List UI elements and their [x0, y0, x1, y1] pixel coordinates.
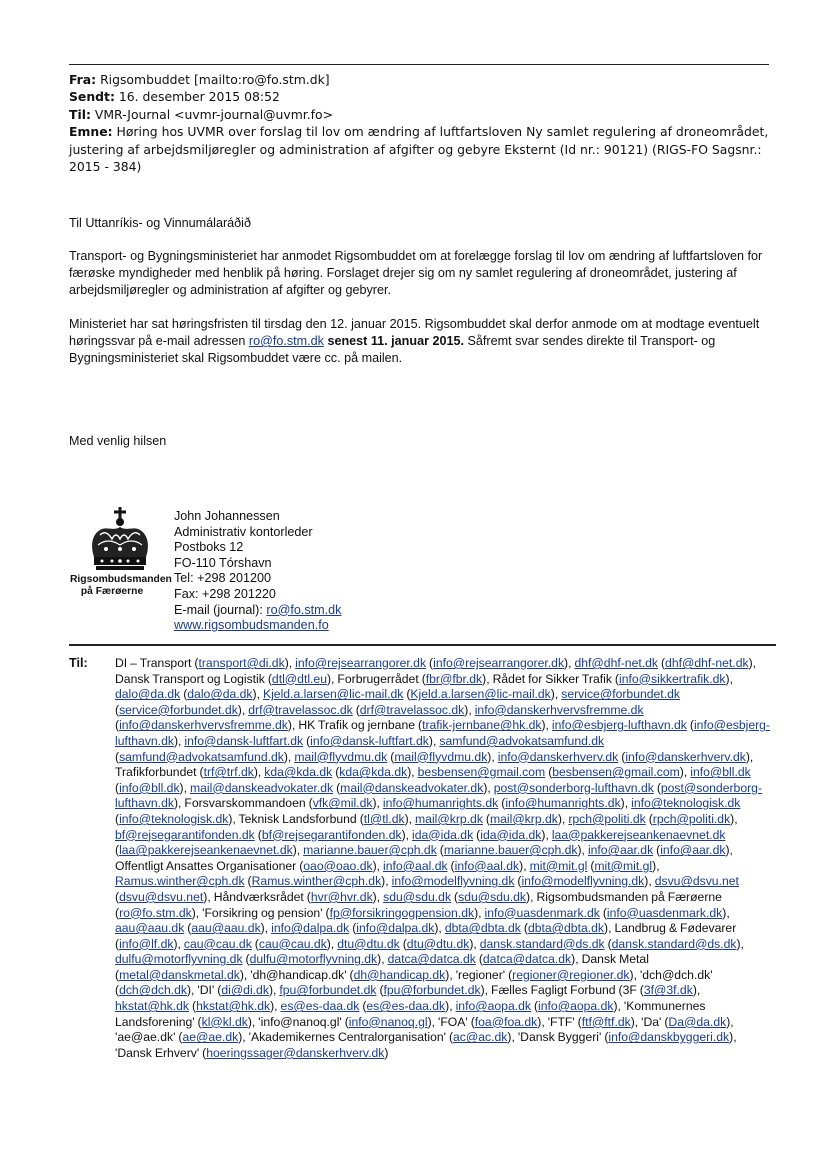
recipient-email-link[interactable]: fpu@forbundet.dk — [383, 983, 481, 998]
recipient-email-link[interactable]: ac@ac.dk — [453, 1030, 508, 1045]
website-link[interactable]: www.rigsombudsmanden.fo — [174, 618, 329, 633]
signature-block — [174, 509, 341, 634]
recipient-text: ( — [115, 811, 120, 826]
recipient-email-link[interactable]: dh@handicap.dk — [353, 967, 446, 982]
recipient-email-link[interactable]: info@aar.dk — [660, 843, 726, 858]
closing: Med venlig hilsen — [69, 434, 167, 448]
recipient-email-link[interactable]: dbta@dbta.dk — [444, 921, 521, 936]
recipient-email-link[interactable]: drf@travelassoc.dk — [359, 702, 465, 717]
recipient-email-link[interactable]: mail@danskeadvokater.dk — [189, 780, 334, 795]
recipient-email-link[interactable]: Ramus.winther@cph.dk — [115, 874, 245, 889]
recipient-text: ( — [242, 952, 250, 967]
recipient-email-link[interactable]: info@danskbyggeri.dk — [608, 1030, 730, 1045]
recipient-email-link[interactable]: mail@krp.dk — [415, 811, 483, 826]
recipient-email-link[interactable]: dsvu@dsvu.net — [119, 889, 204, 904]
recipient-email-link[interactable]: dtu@dtu.dk — [337, 936, 400, 951]
recipient-email-link[interactable]: dulfu@motorflyvning.dk — [249, 952, 378, 967]
recipient-email-link[interactable]: service@forbundet.dk — [119, 702, 238, 717]
recipient-email-link[interactable]: info@dansk-luftfart.dk — [184, 733, 304, 748]
recipient-text: ( — [653, 780, 661, 795]
recipient-email-link[interactable]: hoeringssager@danskerhverv.dk — [206, 1045, 385, 1060]
recipient-email-link[interactable]: samfund@advokatsamfund.dk — [439, 733, 605, 748]
recipient-text: ( — [686, 718, 694, 733]
recipient-text: ), — [237, 702, 249, 717]
recipient-text: ), — [372, 858, 384, 873]
recipient-text: ), — [292, 843, 304, 858]
recipient-email-link[interactable]: info@dalpa.dk — [271, 921, 350, 936]
recipient-email-link[interactable]: hvr@hvr.dk — [310, 889, 373, 904]
recipient-email-link[interactable]: info@esbjerg-lufthavn.dk — [551, 718, 687, 733]
recipient-email-link[interactable]: cau@cau.dk — [183, 936, 252, 951]
recipient-email-link[interactable]: dalo@da.dk — [115, 687, 181, 702]
recipient-text: ), — [173, 936, 184, 951]
recipient-text: ), Trafikforbundet ( — [115, 749, 754, 780]
recipient-email-link[interactable]: info@aal.dk — [454, 858, 520, 873]
recipient-text: ), 'DI' ( — [187, 983, 222, 998]
recipient-text: ), 'FOA' ( — [427, 1014, 475, 1029]
to-row: Til: VMR-Journal <uvmr-journal@uvmr.fo> — [69, 106, 334, 122]
recipient-text: ), — [284, 656, 296, 670]
recipient-email-link[interactable]: dbta@dbta.dk — [527, 921, 605, 936]
recipient-text: ), Rigsombudsmanden på Færøerne ( — [115, 889, 722, 920]
recipient-text: ), — [541, 827, 552, 842]
recipient-email-link[interactable]: rpch@politi.dk — [652, 811, 731, 826]
recipient-email-link[interactable]: es@es-daa.dk — [366, 999, 446, 1014]
recipient-text: ), — [519, 858, 530, 873]
phone: Tel: +298 201200 — [174, 571, 271, 586]
recipient-email-link[interactable]: drf@travelassoc.dk — [248, 702, 353, 717]
recipient-email-link[interactable]: Da@da.dk — [668, 1014, 727, 1029]
recipient-text: ), — [487, 749, 498, 764]
recipient-email-link[interactable]: dtl@dtl.eu — [271, 671, 327, 686]
recipient-text: ), — [620, 796, 632, 811]
recipient-text: ( — [447, 858, 455, 873]
recipient-email-link[interactable]: info@humanrights.dk — [382, 796, 499, 811]
recipient-email-link[interactable]: aau@aau.dk — [115, 921, 185, 936]
recipient-email-link[interactable]: info@modelflyvning.dk — [521, 874, 645, 889]
recipient-text: DI – Transport ( — [115, 656, 199, 670]
recipient-text: ), Håndværksrådet ( — [203, 889, 311, 904]
address-line-2: FO-110 Tórshavn — [174, 555, 272, 570]
recipient-text: ) — [384, 1045, 389, 1060]
recipient-email-link[interactable]: bf@rejsegarantifonden.dk — [115, 827, 255, 842]
recipient-email-link[interactable]: dtu@dtu.dk — [406, 936, 470, 951]
recipient-email-link[interactable]: foa@foa.dk — [474, 1014, 538, 1029]
recipient-email-link[interactable]: bf@rejsegarantifonden.dk — [261, 827, 402, 842]
recipient-email-link[interactable]: laa@pakkerejseankenaevnet.dk — [119, 843, 293, 858]
recipient-text: ( — [658, 656, 666, 670]
crown-icon — [86, 505, 154, 577]
recipient-text: ( — [618, 749, 626, 764]
recipient-text: ( — [244, 874, 252, 889]
recipient-email-link[interactable]: info@lf.dk — [119, 936, 174, 951]
recipient-text: ), Forsvarskommandoen ( — [173, 796, 313, 811]
recipient-text: ( — [475, 952, 483, 967]
recipient-text: ), — [679, 765, 691, 780]
recipient-email-link[interactable]: laa@pakkerejseankenaevnet.dk — [551, 827, 726, 842]
recipient-email-link[interactable]: info@bll.dk — [119, 780, 180, 795]
recipient-email-link[interactable]: info@rejsearrangorer.dk — [433, 656, 565, 670]
recipient-email-link[interactable]: fp@forsikringogpension.dk — [329, 905, 475, 920]
recipient-text: ( — [180, 687, 188, 702]
recipient-email-link[interactable]: ae@ae.dk — [182, 1030, 239, 1045]
recipient-text: ( — [514, 874, 522, 889]
recipient-email-link[interactable]: info@aopa.dk — [538, 999, 614, 1014]
recipient-text: ), 'Dansk Erhverv' ( — [115, 1030, 737, 1060]
recipient-email-link[interactable]: dsvu@dsvu.net — [654, 874, 739, 889]
top-divider — [69, 64, 769, 65]
recipient-email-link[interactable]: info@dansk-luftfart.dk — [310, 733, 429, 748]
recipient-text: ( — [599, 905, 607, 920]
recipient-text: ), 'Akademikernes Centralorganisation' ( — [238, 1030, 454, 1045]
recipient-email-link[interactable]: mail@flyvdmu.dk — [394, 749, 488, 764]
recipient-text: ( — [115, 889, 120, 904]
recipient-email-link[interactable]: info@modelflyvning.dk — [391, 874, 515, 889]
recipient-text: ), — [252, 687, 263, 702]
recipients-divider — [69, 644, 776, 646]
recipient-text: ( — [349, 921, 357, 936]
recipient-text: ), — [652, 858, 660, 873]
recipient-text: ), — [469, 936, 480, 951]
recipient-text: ), — [179, 780, 190, 795]
recipient-text: ), 'info@nanoq.gl' ( — [247, 1014, 349, 1029]
recipient-text: ), — [381, 874, 392, 889]
recipient-email-link[interactable]: ftf@ftf.dk — [581, 1014, 631, 1029]
recipient-text: ), — [725, 671, 733, 686]
recipient-email-link[interactable]: info@danskerhverv.dk — [625, 749, 746, 764]
recipient-text: ), 'regioner' ( — [445, 967, 513, 982]
recipient-text: ( — [545, 765, 553, 780]
recipient-email-link[interactable]: marianne.bauer@cph.dk — [303, 843, 437, 858]
recipient-email-link[interactable]: dhf@dhf-net.dk — [665, 656, 749, 670]
recipient-email-link[interactable]: post@sonderborg-lufthavn.dk — [493, 780, 654, 795]
signer-title: Administrativ kontorleder — [174, 524, 313, 539]
recipient-text: ( — [587, 858, 595, 873]
recipient-email-link[interactable]: oao@oao.dk — [303, 858, 373, 873]
email-header — [69, 71, 769, 175]
recipient-email-link[interactable]: info@esbjerg-lufthavn.dk — [115, 718, 771, 748]
recipient-email-link[interactable]: info@rejsearrangorer.dk — [295, 656, 427, 670]
recipient-text: ( — [115, 843, 120, 858]
recipient-email-link[interactable]: mit@mit.gl — [594, 858, 653, 873]
journal-email: E-mail (journal): ro@fo.stm.dk — [174, 602, 342, 617]
recipient-email-link[interactable]: samfund@advokatsamfund.dk — [119, 749, 284, 764]
recipient-email-link[interactable]: dansk.standard@ds.dk — [611, 936, 737, 951]
recipient-email-link[interactable]: ida@ida.dk — [480, 827, 542, 842]
recipient-text: ), 'dch@dch.dk' ( — [115, 967, 713, 998]
recipient-email-link[interactable]: transport@di.dk — [198, 656, 285, 670]
recipient-email-link[interactable]: dulfu@motorflyvning.dk — [115, 952, 243, 967]
recipient-text: ), Dansk Transport og Logistik ( — [115, 656, 757, 686]
address-line-1: Postboks 12 — [174, 540, 244, 555]
recipient-text: ( — [115, 702, 120, 717]
recipient-email-link[interactable]: dansk.standard@ds.dk — [479, 936, 605, 951]
recipient-email-link[interactable]: dhf@dhf-net.dk — [574, 656, 658, 670]
recipient-text: ), — [270, 999, 281, 1014]
recipient-email-link[interactable]: info@danskerhverv.dk — [497, 749, 619, 764]
recipient-email-link[interactable]: 3f@3f.dk — [643, 983, 693, 998]
recipient-text: ( — [498, 796, 506, 811]
recipient-text: ), — [173, 733, 185, 748]
recipient-text: ), Fælles Fagligt Forbund (3F ( — [480, 983, 644, 998]
fax: Fax: +298 201220 — [174, 586, 276, 601]
recipient-text: ( — [303, 733, 311, 748]
recipient-text: ), — [483, 780, 494, 795]
recipient-text: ), — [260, 921, 272, 936]
recipient-email-link[interactable]: sdu@sdu.dk — [383, 889, 452, 904]
recipient-email-link[interactable]: ida@ida.dk — [412, 827, 474, 842]
signer-name: John Johannessen — [174, 509, 280, 523]
recipient-email-link[interactable]: tl@tl.dk — [363, 811, 405, 826]
deadline-text: senest 11. januar 2015. — [323, 334, 464, 348]
sent-row: Sendt: 16. desember 2015 08:52 — [69, 89, 280, 105]
recipient-text: ( — [436, 843, 444, 858]
recipient-email-link[interactable]: rpch@politi.dk — [568, 811, 646, 826]
recipient-email-link[interactable]: fbr@fbr.dk — [425, 671, 483, 686]
recipient-email-link[interactable]: cau@cau.dk — [258, 936, 327, 951]
recipient-text: ), — [557, 811, 569, 826]
recipient-email-link[interactable]: info@dalpa.dk — [356, 921, 435, 936]
recipient-email-link[interactable]: info@uasdenmark.dk — [484, 905, 600, 920]
recipient-text: ( — [254, 827, 262, 842]
journal-email-link[interactable]: ro@fo.stm.dk — [266, 602, 342, 617]
recipient-text: ( — [115, 749, 120, 764]
recipient-text: ), — [407, 765, 418, 780]
recipient-text: ( — [189, 999, 197, 1014]
recipient-email-link[interactable]: service@forbundet.dk — [561, 687, 680, 702]
recipient-text: ), — [736, 936, 744, 951]
recipient-email-link[interactable]: metal@danskmetal.dk — [119, 967, 240, 982]
recipient-text: ( — [352, 702, 360, 717]
greeting: Til Uttanríkis- og Vinnumálaráðið — [69, 216, 251, 230]
recipient-email-link[interactable]: mail@danskeadvokater.dk — [340, 780, 484, 795]
recipient-email-link[interactable]: post@sonderborg-lufthavn.dk — [115, 780, 762, 811]
recipient-email-link[interactable]: info@nanoq.gl — [348, 1014, 428, 1029]
recipient-email-link[interactable]: mail@krp.dk — [489, 811, 558, 826]
subject-value: Høring hos UVMR over forslag til lov om ændring af luftfartsloven Ny samlet regulering af droneområdet, justering af arbejdsmiljøregler og administration af afgifter og gebyre Eksternt (Id nr.: 90121) (RIGS-FO Sagsnr.: 2015 - 384) — [69, 124, 769, 175]
recipient-text: ), — [550, 687, 562, 702]
recipient-email-link[interactable]: info@danskerhvervsfremme.dk — [474, 702, 644, 717]
recipient-email-link[interactable]: hkstat@hk.dk — [196, 999, 271, 1014]
recipient-email-link[interactable]: di@di.dk — [221, 983, 269, 998]
recipient-email-link[interactable]: marianne.bauer@cph.dk — [443, 843, 578, 858]
recipient-text: ( — [359, 999, 367, 1014]
recipient-text: ), 'Da' ( — [630, 1014, 669, 1029]
recipient-email-link[interactable]: datca@datca.dk — [482, 952, 572, 967]
recipient-email-link[interactable]: info@humanrights.dk — [505, 796, 621, 811]
recipient-email-link[interactable]: vfk@mil.dk — [312, 796, 373, 811]
recipient-email-link[interactable]: kda@kda.dk — [339, 765, 408, 780]
recipient-text: ), — [692, 983, 701, 998]
recipient-text: ( — [473, 827, 481, 842]
recipient-text: ), 'Dansk Byggeri' ( — [507, 1030, 609, 1045]
recipient-text: ( — [531, 999, 539, 1014]
recipient-email-link[interactable]: besbensen@gmail.com — [417, 765, 546, 780]
recipient-text: ), — [474, 905, 485, 920]
recipient-text: ( — [333, 780, 341, 795]
recipient-text: ), Forbrugerrådet ( — [326, 671, 426, 686]
recipient-email-link[interactable]: datca@datca.dk — [387, 952, 476, 967]
recipient-text: ( — [645, 811, 653, 826]
from-value: Rigsombuddet [mailto:ro@fo.stm.dk] — [100, 72, 330, 87]
recipient-email-link[interactable]: Kjeld.a.larsen@lic-mail.dk — [410, 687, 551, 702]
recipient-email-link[interactable]: aau@aau.dk — [191, 921, 261, 936]
recipient-email-link[interactable]: kda@kda.dk — [264, 765, 333, 780]
recipient-email-link[interactable]: sdu@sdu.dk — [458, 889, 527, 904]
recipient-email-link[interactable]: Ramus.winther@cph.dk — [251, 874, 382, 889]
recipient-text: ( — [115, 718, 120, 733]
recipient-text: ), — [253, 765, 265, 780]
recipient-email-link[interactable]: info@bll.dk — [690, 765, 751, 780]
recipient-text: ), HK Trafik og jernbane ( — [287, 718, 423, 733]
recipient-text: ( — [387, 749, 395, 764]
recipient-email-link[interactable]: mit@mit.gl — [529, 858, 588, 873]
recipient-email-link[interactable]: info@sikkertrafik.dk — [619, 671, 726, 686]
recipient-email-link[interactable]: mail@flyvdmu.dk — [294, 749, 388, 764]
recipient-email-link[interactable]: dalo@da.dk — [187, 687, 253, 702]
recipient-email-link[interactable]: regioner@regioner.dk — [512, 967, 630, 982]
recipient-email-link[interactable]: hkstat@hk.dk — [115, 999, 190, 1014]
recipient-text: ( — [451, 889, 459, 904]
recipient-text: ), — [464, 702, 475, 717]
email-link[interactable]: ro@fo.stm.dk — [248, 334, 324, 348]
recipient-email-link[interactable]: info@aar.dk — [587, 843, 654, 858]
recipient-text: ), — [268, 983, 280, 998]
recipient-text: ), — [730, 811, 738, 826]
recipient-text: ( — [653, 843, 661, 858]
recipient-text: ), Landbrug & Fødevarer ( — [115, 921, 737, 951]
recipient-text: ( — [403, 687, 411, 702]
recipient-text: ), — [401, 827, 413, 842]
recipient-text: ), Rådet for Sikker Trafik ( — [482, 671, 619, 686]
recipient-text: ( — [115, 780, 120, 795]
recipient-text: ), — [404, 811, 416, 826]
subject-row: Emne: Høring hos UVMR over forslag til lov om ændring af luftfartsloven Ny samlet regulering af droneområdet, justering af arbejdsmiljøregler og administration af afgifter og gebyre Eksternt (Id nr.: 90121) (RIGS-FO Sagsnr.: 2015 - 384) — [69, 124, 769, 175]
recipient-text: ), — [577, 843, 588, 858]
recipient-text: ), 'ae@ae.dk' ( — [115, 1014, 734, 1045]
recipient-email-link[interactable]: info@aal.dk — [383, 858, 448, 873]
recipient-text: ), 'Forsikring og pension' ( — [191, 905, 330, 920]
recipient-text: ), — [428, 733, 440, 748]
recipient-text: ), — [434, 921, 445, 936]
recipient-email-link[interactable]: Kjeld.a.larsen@lic-mail.dk — [262, 687, 404, 702]
recipient-email-link[interactable]: info@teknologisk.dk — [119, 811, 229, 826]
paragraph-1: Transport- og Bygningsministeriet har anmodet Rigsombuddet om at forelægge forslag til lov om ændring af luftfartsloven for færøske myndigheder med henblik på høring. Forslaget drejer sig om ny samlet regulering af droneområdet, justering af arbejdsmiljøregler og administration af afgifter og gebyrer. — [69, 249, 763, 297]
recipient-text: ), — [541, 718, 552, 733]
recipient-text: ), Teknisk Landsforbund ( — [228, 811, 364, 826]
logo-caption: Rigsombudsmanden på Færøerne — [70, 574, 172, 597]
recipient-text: ), — [283, 749, 295, 764]
to-value: VMR-Journal <uvmr-journal@uvmr.fo> — [94, 106, 334, 122]
from-row: Fra: Rigsombuddet [mailto:ro@fo.stm.dk] — [69, 72, 330, 87]
recipient-text: ( — [604, 936, 612, 951]
recipient-email-link[interactable]: info@uasdenmark.dk — [606, 905, 723, 920]
recipient-email-link[interactable]: trafik-jernbane@hk.dk — [422, 718, 542, 733]
recipient-text: ), Dansk Metal ( — [115, 952, 649, 982]
recipient-text: ( — [184, 921, 192, 936]
recipient-email-link[interactable]: info@danskerhvervsfremme.dk — [119, 718, 288, 733]
recipient-text: ), — [326, 936, 338, 951]
recipient-email-link[interactable]: kl@kl.dk — [201, 1014, 248, 1029]
recipient-text: ), 'FTF' ( — [537, 1014, 582, 1029]
recipient-text: ( — [376, 983, 384, 998]
recipient-email-link[interactable]: dch@dch.dk — [119, 983, 187, 998]
recipients-list — [115, 656, 775, 1061]
recipient-text: ), 'dh@handicap.dk' ( — [239, 967, 354, 982]
recipient-text: ( — [482, 811, 490, 826]
recipient-text: ( — [399, 936, 407, 951]
recipient-text: ( — [426, 656, 434, 670]
sent-value: 16. desember 2015 08:52 — [118, 89, 280, 105]
recipient-text: ), — [372, 889, 384, 904]
recipient-text: ), — [722, 905, 730, 920]
recipient-email-link[interactable]: info@aopa.dk — [455, 999, 531, 1014]
recipient-email-link[interactable]: es@es-daa.dk — [280, 999, 360, 1014]
recipient-text: ), — [564, 656, 575, 670]
recipient-text: ), — [377, 952, 388, 967]
recipient-text: ), Offentligt Ansattes Organisationer ( — [115, 843, 733, 873]
recipient-email-link[interactable]: ro@fo.stm.dk — [119, 905, 192, 920]
recipient-email-link[interactable]: fpu@forbundet.dk — [279, 983, 377, 998]
recipient-text: ), 'Kommunernes Landsforening' ( — [115, 999, 706, 1029]
recipient-text: ), — [372, 796, 383, 811]
recipient-text: ( — [332, 765, 340, 780]
recipient-text: ( — [520, 921, 528, 936]
paragraph-2: Ministeriet har sat høringsfristen til tirsdag den 12. januar 2015. Rigsombuddet skal derfor anmode om at modtage eventuelt høringssvar på e-mail adressen ro@fo.stm.dk senest 11. januar 2015. Såfremt svar sendes direkte til Transport- og Bygningsministeriet skal Rigsombuddet være cc. på mailen. — [69, 317, 760, 365]
recipient-email-link[interactable]: trf@trf.dk — [203, 765, 254, 780]
recipient-email-link[interactable]: besbensen@gmail.com — [552, 765, 680, 780]
recipient-text: ), — [644, 874, 655, 889]
recipient-text: ), — [445, 999, 456, 1014]
recipients-label: Til: — [69, 656, 88, 670]
recipient-email-link[interactable]: info@teknologisk.dk — [631, 796, 741, 811]
recipient-text: ( — [251, 936, 259, 951]
